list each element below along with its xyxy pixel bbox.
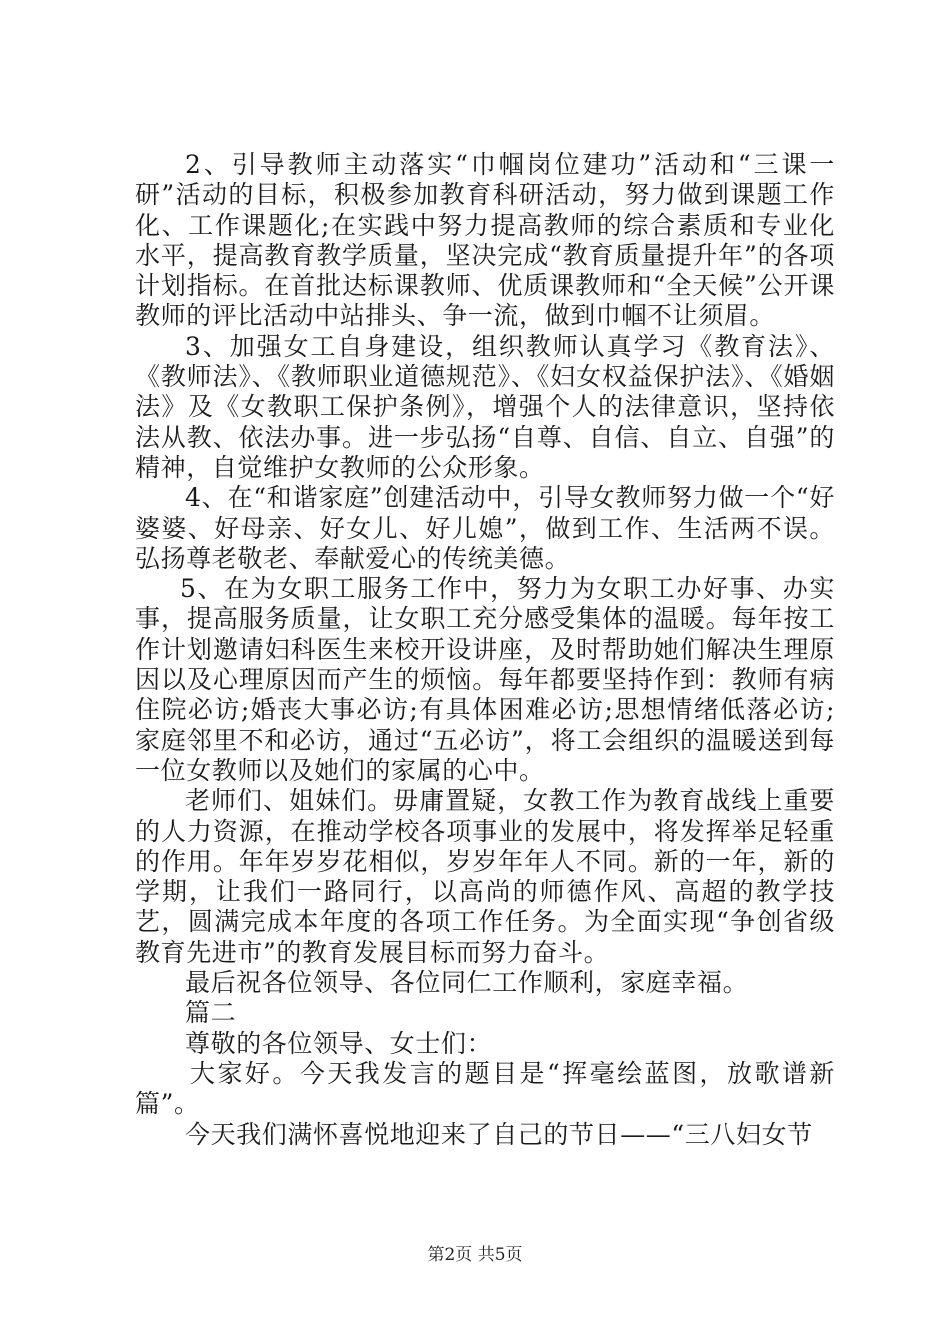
section-heading: 篇二	[185, 998, 237, 1028]
page-number-footer: 第2页 共5页	[427, 1245, 523, 1265]
speech-title-paragraph: 大家好。今天我发言的题目是“挥毫绘蓝图，放歌谱新篇”。	[135, 1058, 835, 1119]
salutation: 尊敬的各位领导、女士们：	[185, 1028, 493, 1058]
paragraph-opening: 今天我们满怀喜悦地迎来了自己的节日——“三八妇女节	[185, 1119, 813, 1149]
paragraph-item-3: 3、加强女工自身建设，组织教师认真学习《教育法》、《教师法》、《教师职业道德规范》、《妇女权益保护法》、《婚姻法》及《女教职工保护条例》，增强个人的法律意识，坚持依法从教、依法办事。进一步弘扬“自尊、自信、自立、自强”的精神，自觉维护女教师的公众形象。	[135, 331, 835, 482]
paragraph-item-2: 2、引导教师主动落实“巾帼岗位建功”活动和“三课一研”活动的目标，积极参加教育科研活动，努力做到课题工作化、工作课题化;在实践中努力提高教师的综合素质和专业化水平，提高教育教学质量，坚决完成“教育质量提升年”的各项计划指标。在首批达标课教师、优质课教师和“全天候”公开课教师的评比活动中站排头、争一流，做到巾帼不让须眉。	[135, 150, 835, 331]
paragraph-blessing: 最后祝各位领导、各位同仁工作顺利，家庭幸福。	[185, 968, 749, 998]
document-body	[135, 150, 835, 1150]
paragraph-closing-remarks: 老师们、姐妹们。毋庸置疑，女教工作为教育战线上重要的人力资源，在推动学校各项事业的发展中，将发挥举足轻重的作用。年年岁岁花相似，岁岁年年人不同。新的一年，新的学期，让我们一路同行，以高尚的师德作风、高超的教学技艺，圆满完成本年度的各项工作任务。为全面实现“争创省级教育先进市”的教育发展目标而努力奋斗。	[135, 786, 835, 967]
paragraph-item-5: 5、在为女职工服务工作中，努力为女职工办好事、办实事，提高服务质量，让女职工充分感受集体的温暖。每年按工作计划邀请妇科医生来校开设讲座，及时帮助她们解决生理原因以及心理原因而产生的烦恼。每年都要坚持作到：教师有病住院必访;婚丧大事必访;有具体困难必访;思想情绪低落必访;家庭邻里不和必访，通过“五必访”，将工会组织的温暖送到每一位女教师以及她们的家属的心中。	[135, 574, 835, 785]
paragraph-item-4: 4、在“和谐家庭”创建活动中，引导女教师努力做一个“好婆婆、好母亲、好女儿、好儿媳”，做到工作、生活两不误。弘扬尊老敬老、奉献爱心的传统美德。	[135, 483, 835, 573]
